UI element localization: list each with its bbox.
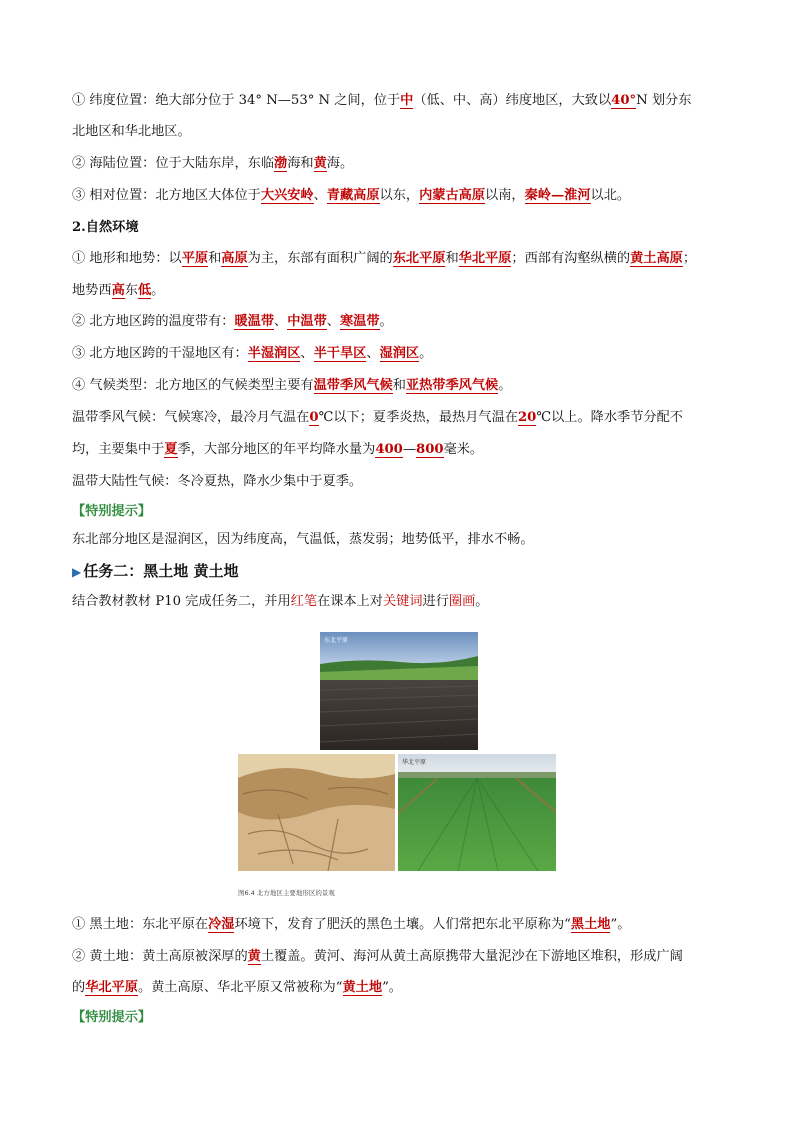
answer-blank: 400 [375,442,403,457]
terrain-line-cont [72,280,164,302]
text: 。黄土高原、华北平原又常被称为“ [137,980,343,995]
answer-blank: 暖温带 [234,314,275,329]
northeast-plain-photo [320,632,478,750]
answer-blank: 秦岭—淮河 [524,188,591,203]
tip-heading-2: 【特别提示】 [72,1010,152,1025]
triangle-marker-icon: ▶ [72,565,82,579]
text: ① 纬度位置：绝大部分位于 34° N—53° N 之间，位于 [72,93,401,108]
answer-blank: 半湿润区 [247,346,301,361]
text: 、 [313,188,327,203]
black-soil-field-image [320,632,478,750]
text: 。 [151,283,165,298]
text: 海和 [287,156,314,171]
sea-land-line [72,153,353,175]
task-title: 任务二：黑土地 黄土地 [83,562,239,580]
answer-blank: 黄 [313,156,327,171]
text: N 划分东 [636,93,692,108]
photo-label: 华北平原 [402,759,427,766]
text: ③ 相对位置：北方地区大体位于 [72,188,261,203]
figure-caption: 图6.4 北方地区主要地形区的景观 [238,889,335,897]
black-soil-line [72,914,630,936]
answer-blank: 内蒙古高原 [419,188,486,203]
task2-heading [72,560,238,584]
text: 、 [366,346,380,361]
loess-line-cont [72,977,402,999]
answer-blank: 渤 [274,156,288,171]
answer-blank: 华北平原 [85,980,138,995]
text: 毫米。 [443,442,484,457]
text: 进行 [422,594,449,609]
tip-heading: 【特别提示】 [72,504,152,519]
answer-blank: 0 [309,410,319,425]
answer-blank: 青藏高原 [326,188,380,203]
text: 以南， [485,188,525,203]
moisture-zone-line [72,343,432,365]
answer-blank: 冷湿 [208,917,235,932]
answer-blank: 半干旱区 [313,346,367,361]
text: 。 [379,314,393,329]
text: 地势西 [72,283,112,298]
text: 的 [72,980,86,995]
text: ； [682,251,697,266]
text: 和 [445,251,459,266]
text: 环境下，发育了肥沃的黑色土壤。人们常把东北平原称为“ [234,917,571,932]
answer-blank: 高原 [221,251,248,266]
text: （低、中、高）纬度地区，大致以 [413,93,612,108]
answer-blank: 40° [611,93,637,108]
answer-blank: 中温带 [287,314,327,329]
text: ；西部有沟壑纵横的 [511,251,631,266]
answer-blank: 黄 [247,949,261,964]
loess-line [72,946,683,968]
answer-blank: 寒温带 [339,314,380,329]
wheat-field-image [398,754,556,871]
highlight: 红笔 [290,594,318,609]
loess-plateau-image [238,754,395,871]
terrain-line [72,248,696,270]
text: 季，大部分地区的年平均降水量为 [177,442,376,457]
text: 、 [300,346,314,361]
highlight: 圈画 [448,594,476,609]
text: 海。 [326,156,354,171]
text: 。 [475,594,489,609]
climate-type-line [72,375,511,397]
text: ℃以下；夏季炎热，最热月气温在 [318,410,518,425]
temperature-zone-line [72,311,393,333]
text: 、 [326,314,340,329]
relative-position-line [72,185,630,207]
text: 在课本上对 [317,594,383,609]
answer-blank: 东北平原 [392,251,446,266]
text: 以东， [379,188,420,203]
highlight: 关键词 [382,594,423,609]
monsoon-climate-line-cont [72,439,483,461]
tip-text: 东北部分地区是湿润区，因为纬度高，气温低，蒸发弱；地势低平，排水不畅。 [72,532,534,547]
answer-blank: 黄土高原 [630,251,683,266]
text: 和 [208,251,222,266]
latitude-line-cont [72,121,191,143]
text: 温带季风气候：气候寒冷，最冷月气温在 [72,410,310,425]
text: 和 [392,378,406,393]
answer-blank: 平原 [181,251,209,266]
text: ② 黄土地：黄土高原被深厚的 [72,949,248,964]
text: 结合教材教材 P10 完成任务二，并用 [72,594,291,609]
text: 、 [274,314,288,329]
answer-blank: 亚热带季风气候 [405,378,499,393]
text: — [402,442,417,457]
answer-blank: 温带季风气候 [313,378,393,393]
text: ① 黑土地：东北平原在 [72,917,209,932]
monsoon-climate-line [72,407,683,429]
answer-blank: 低 [137,283,152,298]
text: ② 海陆位置：位于大陆东岸，东临 [72,156,275,171]
text: ℃以上。降水季节分配不 [536,410,683,425]
answer-blank: 华北平原 [458,251,512,266]
text: 东 [124,283,138,298]
photo-label: 东北平原 [324,637,349,644]
text: 。 [419,346,433,361]
text: ”。 [382,980,402,995]
answer-blank: 20 [517,410,537,425]
answer-blank: 中 [400,93,414,108]
text: 。 [498,378,512,393]
loess-plateau-photo [238,754,395,871]
text: 均，主要集中于 [72,442,165,457]
text: 土覆盖。黄河、海河从黄土高原携带大量泥沙在下游地区堆积，形成广阔 [260,949,683,964]
answer-blank: 大兴安岭 [260,188,314,203]
text: 北地区和华北地区。 [72,124,191,139]
text: ④ 气候类型：北方地区的气候类型主要有 [72,378,314,393]
text: 为主，东部有面积广阔的 [247,251,393,266]
latitude-line [72,90,691,112]
north-china-plain-photo [398,754,556,871]
answer-blank: 800 [416,442,444,457]
answer-blank: 黑土地 [570,917,611,932]
text: ② 北方地区跨的温度带有： [72,314,235,329]
task2-instruction [72,591,488,613]
text: ① 地形和地势：以 [72,251,182,266]
continental-climate-line: 温带大陆性气候：冬冷夏热，降水少集中于夏季。 [72,474,363,489]
answer-blank: 高 [111,283,125,298]
section-heading: 2.自然环境 [72,220,139,235]
answer-blank: 黄土地 [342,980,383,995]
text: ③ 北方地区跨的干湿地区有： [72,346,248,361]
text: ”。 [610,917,631,932]
text: 以北。 [590,188,631,203]
answer-blank: 湿润区 [379,346,420,361]
answer-blank: 夏 [164,442,178,457]
